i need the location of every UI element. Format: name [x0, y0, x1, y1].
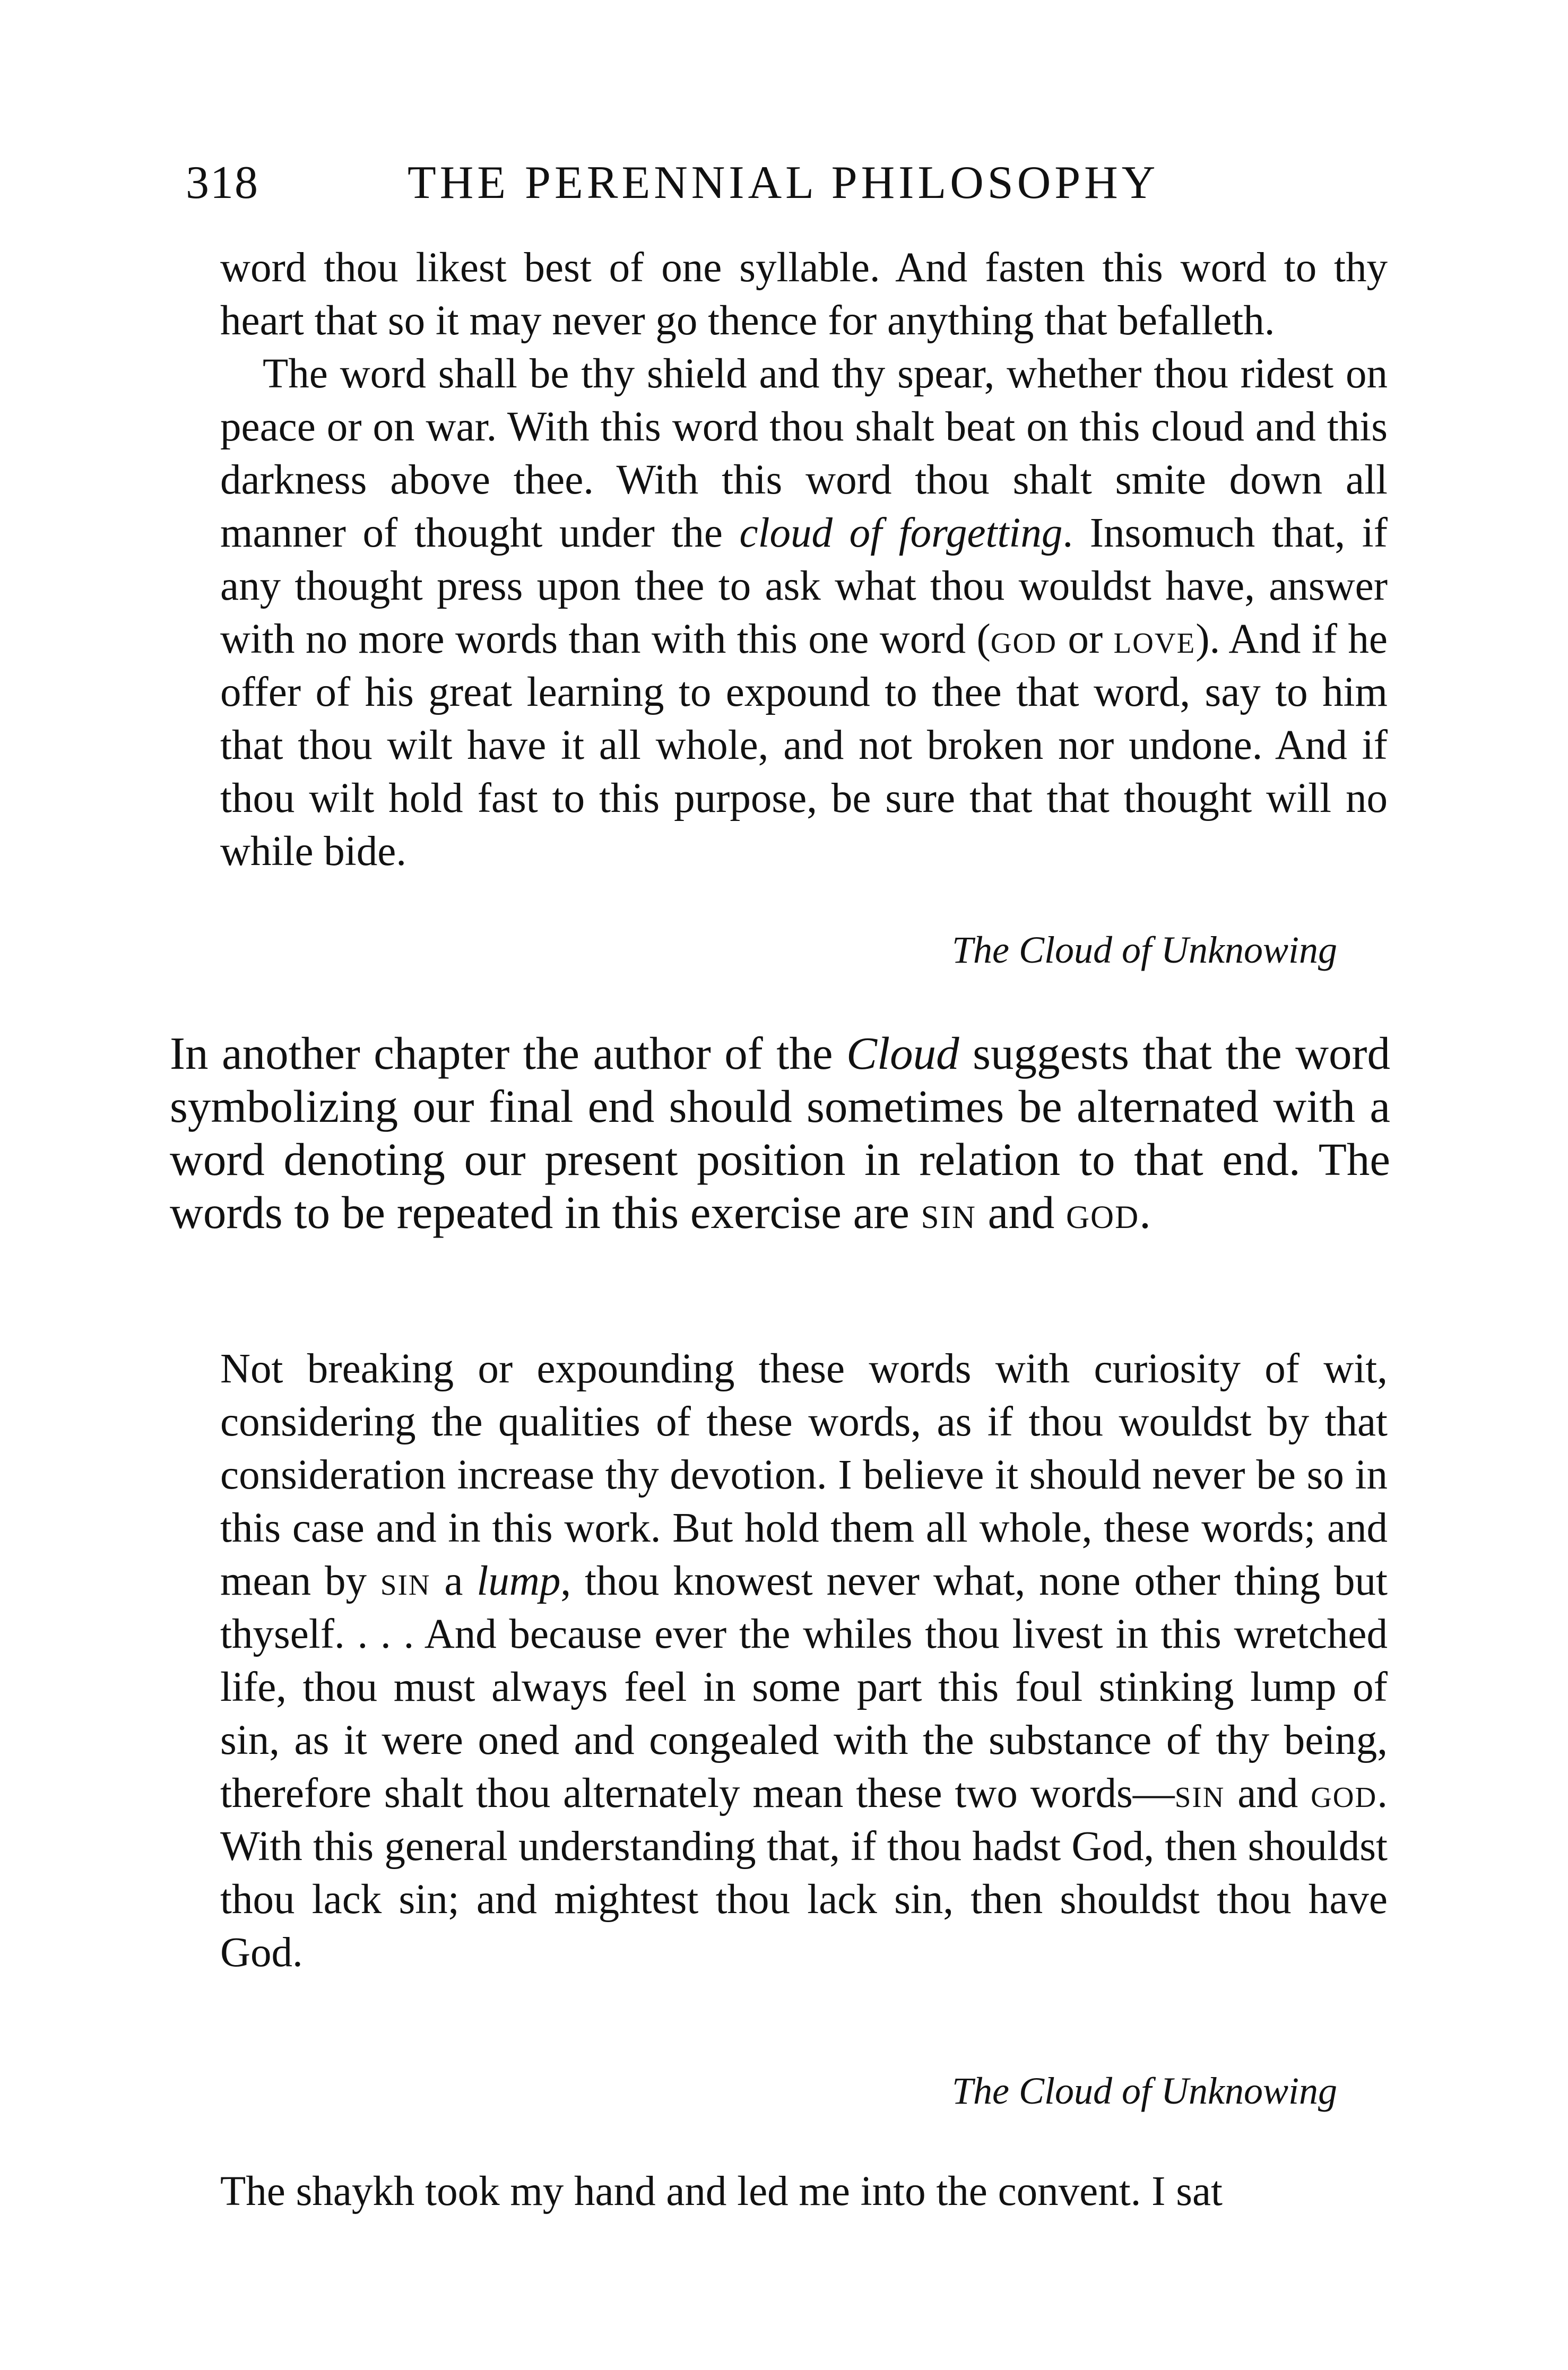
quote-text: or — [1056, 616, 1114, 662]
commentary-text-part: suggests that the word symbolizing our final end should sometimes be alternated with a word denoting our present position in relation to that end. The words to be repeated in this exercise are — [170, 1027, 1390, 1238]
quote-text: The word shall be thy shield and thy spear, whether thou ridest on peace or on war. With this word thou shalt beat on this cloud and this darkness above thee. With this word thou shalt smite down all manner of thought under the — [220, 351, 1388, 556]
quote-text: , thou knowest never what, none other thing but thyself. . . . And because ever the whiles thou livest in this wretched life, thou must always feel in some part this foul stinking lump of sin, as it were oned and congealed with the substance of thy being, therefore shalt thou alternately mean these two words— — [220, 1558, 1388, 1817]
quote-text: . Insomuch that, if any thought press upon thee to ask what thou wouldst have, answer with no more words than with this one word ( — [220, 510, 1388, 662]
commentary-text-part: In another chapter the author of the — [170, 1027, 846, 1079]
book-title: THE PERENNIAL PHILOSOPHY — [408, 157, 1159, 209]
commentary-paragraph-2 — [220, 2165, 1388, 2218]
small-caps-word: sin — [921, 1187, 976, 1238]
quote-paragraph — [220, 348, 1388, 878]
small-caps-word: god — [990, 616, 1057, 662]
quote-paragraph — [220, 1343, 1388, 1979]
commentary-emphasis: Cloud — [846, 1027, 959, 1079]
quote-cloud-of-unknowing-1 — [220, 241, 1388, 878]
quote-emphasis: lump — [477, 1558, 561, 1604]
quote-emphasis: cloud of forgetting — [739, 510, 1063, 556]
small-caps-word: sin — [1174, 1770, 1225, 1817]
commentary-paragraph-1 — [170, 1027, 1390, 1239]
commentary-text-part: and — [976, 1187, 1066, 1238]
small-caps-word: love — [1113, 616, 1196, 662]
quote-text: and — [1225, 1770, 1311, 1817]
commentary-text: The shaykh took my hand and led me into the convent. I sat — [220, 2168, 1223, 2215]
commentary-text-part: . — [1139, 1187, 1151, 1238]
quote-text: ). And if he offer of his great learning to expound to thee that word, say to him that thou wilt have it all whole, and not broken nor undone. And if thou wilt hold fast to this purpose, be sure that that thought will no while bide. — [220, 616, 1388, 875]
attribution-1: The Cloud of Unknowing — [951, 929, 1337, 971]
quote-cloud-of-unknowing-2 — [220, 1343, 1388, 1979]
small-caps-word: god — [1311, 1770, 1378, 1817]
quote-paragraph: word thou likest best of one syllable. And fasten this word to thy heart that so it may never go thence for anything that befalleth. — [220, 245, 1388, 344]
commentary-text — [170, 1027, 1390, 1239]
running-head — [186, 154, 1380, 212]
quote-text: . With this general understanding that, if thou hadst God, then shouldst thou lack sin; and mightest thou lack sin, then shouldst thou have God. — [220, 1770, 1388, 1976]
attribution-2: The Cloud of Unknowing — [951, 2070, 1337, 2112]
quote-text: a — [430, 1558, 477, 1604]
quote-text: Not breaking or expounding these words with curiosity of wit, considering the qualities of these words, as if thou wouldst by that consideration increase thy devotion. I believe it should never be so in this case and in this work. But hold them all whole, these words; and mean by — [220, 1346, 1388, 1604]
small-caps-word: sin — [380, 1558, 431, 1604]
page-number: 318 — [186, 157, 259, 209]
small-caps-word: god — [1066, 1187, 1140, 1238]
